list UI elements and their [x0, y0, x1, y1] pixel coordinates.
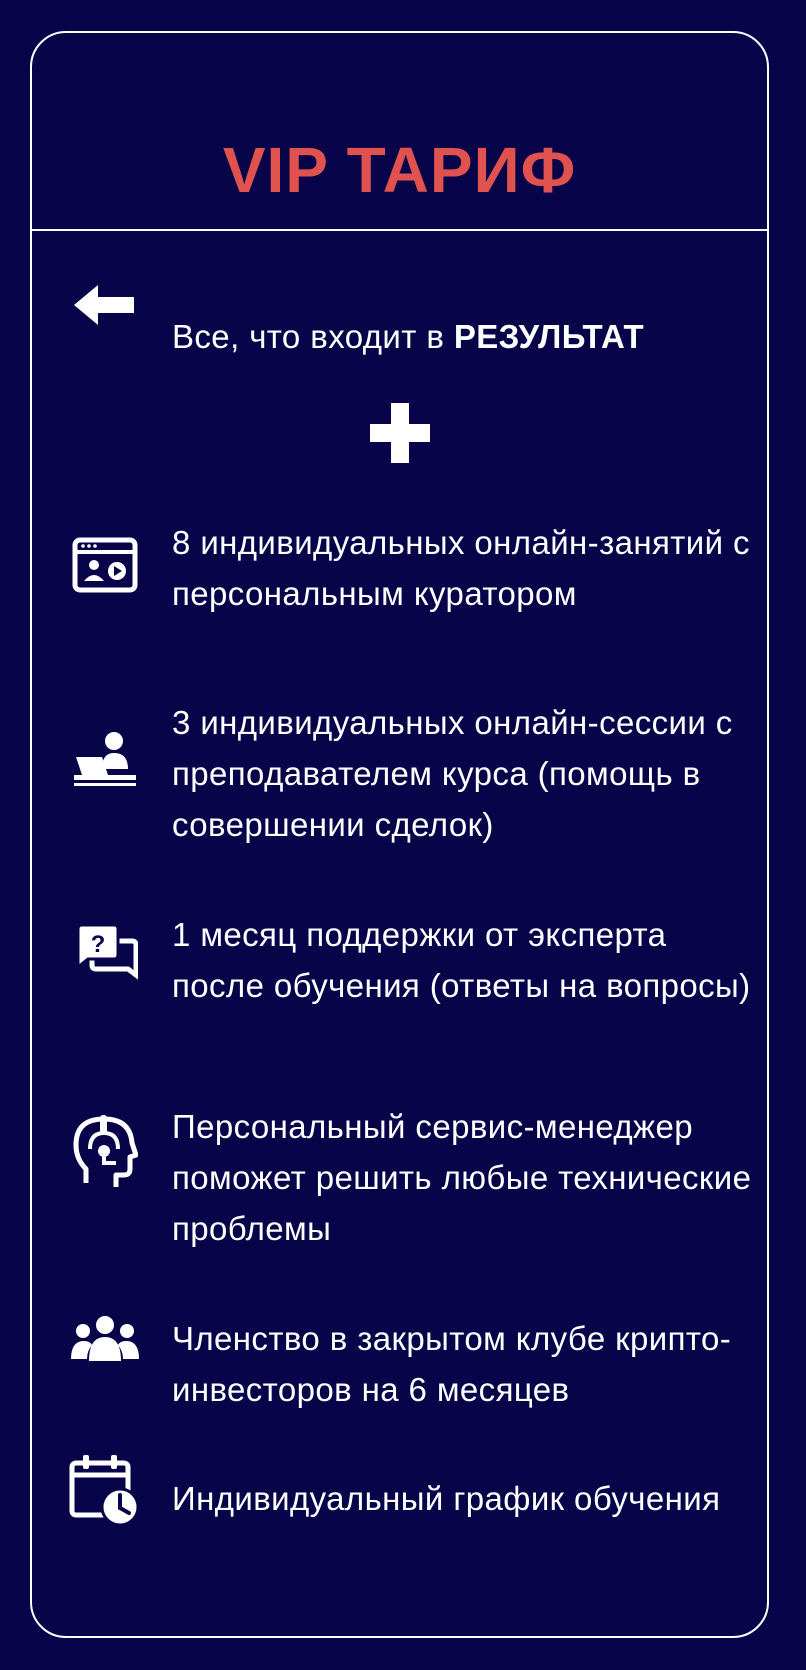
video-lesson-icon — [72, 537, 138, 593]
vip-tariff-card — [30, 31, 769, 1638]
feature-text-1: 8 индивидуальных онлайн-занятий с персональным куратором — [172, 524, 750, 612]
includes-prefix: Все, что входит в — [172, 318, 454, 355]
svg-text:?: ? — [90, 931, 106, 958]
feature-text-5: Членство в закрытом клубе крипто-инвесторов на 6 месяцев — [172, 1320, 732, 1408]
calendar-clock-icon — [68, 1453, 140, 1527]
tariff-title: VIP ТАРИФ — [222, 134, 577, 206]
support-headset-icon — [72, 1113, 138, 1193]
feature-text-6: Индивидуальный график обучения — [172, 1480, 721, 1517]
person-at-laptop-icon — [72, 729, 138, 789]
feature-text-2: 3 индивидуальных онлайн-сессии с преподавателем курса (помощь в совершении сделок) — [172, 704, 733, 843]
plus-icon — [370, 403, 430, 463]
question-chat-icon — [72, 921, 138, 983]
feature-text-4: Персональный сервис-менеджер поможет решить любые технические проблемы — [172, 1108, 752, 1247]
includes-result-text — [172, 317, 752, 357]
group-users-icon — [70, 1315, 140, 1365]
includes-highlight: РЕЗУЛЬТАТ — [453, 318, 645, 355]
title-divider — [32, 229, 767, 231]
arrow-left-icon — [72, 273, 136, 337]
feature-text-3: 1 месяц поддержки от эксперта после обучения (ответы на вопросы) — [172, 916, 751, 1004]
